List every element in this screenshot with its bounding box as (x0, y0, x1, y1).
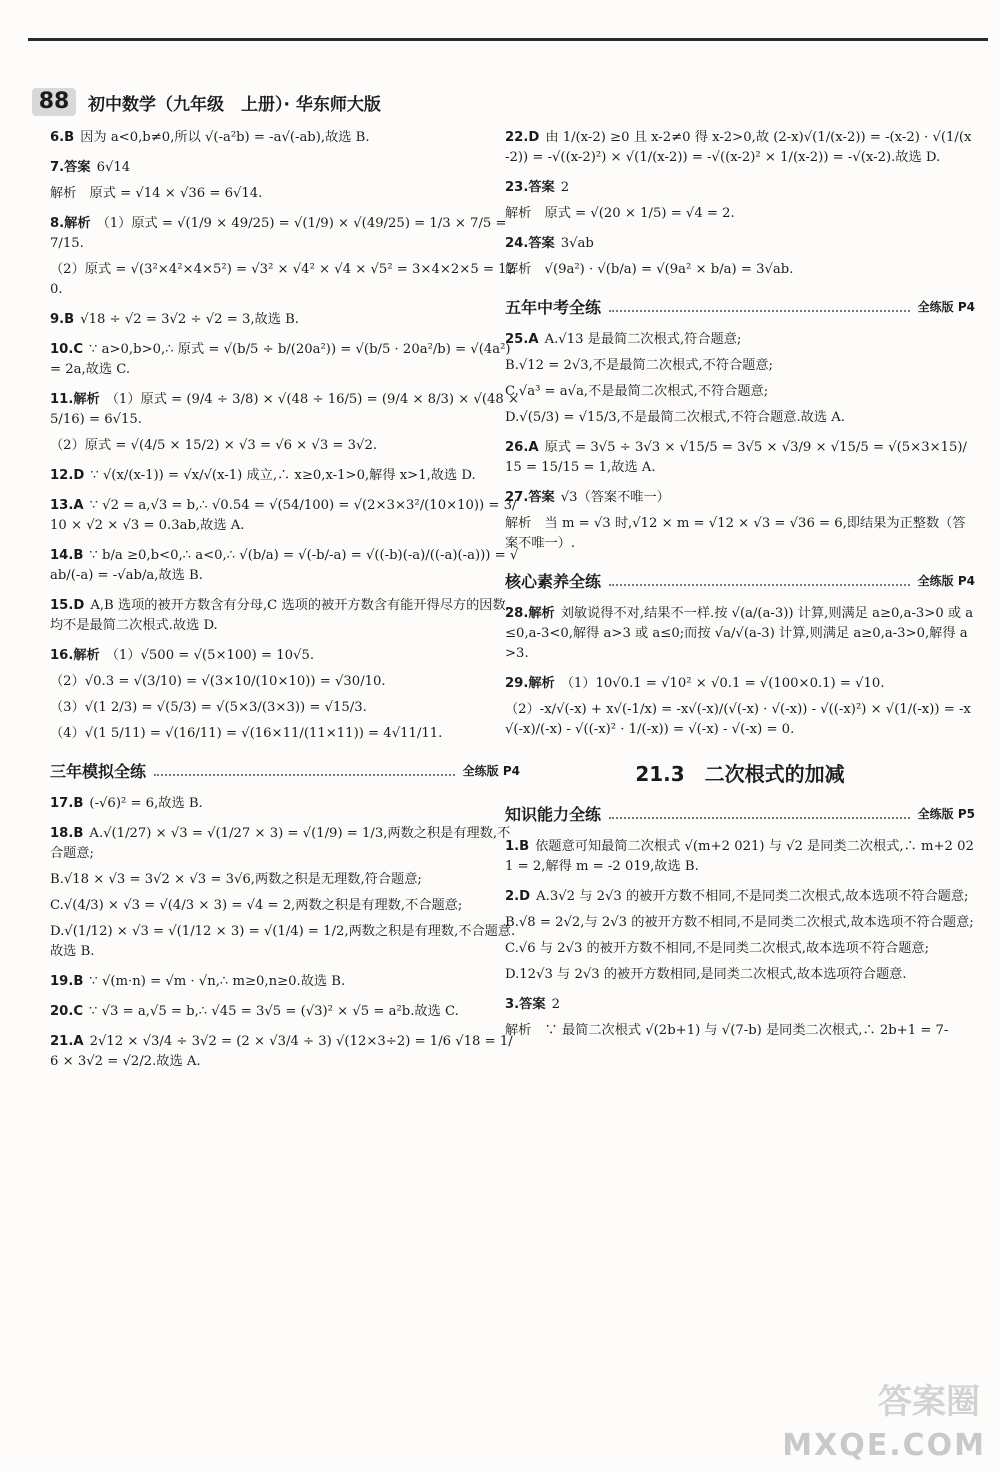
dotted-leader (609, 300, 910, 312)
section-header-zhishi (505, 801, 975, 825)
answer-item (505, 488, 975, 508)
answer-item (50, 340, 520, 380)
item-text: 解析 ∵ 最简二次根式 √(2b+1) 与 √(7-b) 是同类二次根式,∴ 2b+1 = 7- (505, 1023, 949, 1038)
item-text: （1）10√0.1 = √10² × √0.1 = √(100×0.1) = √10. (560, 676, 885, 691)
answer-item (505, 674, 975, 694)
answer-item (50, 672, 520, 692)
section-title: 五年中考全练 (505, 297, 602, 317)
section-tag: 全练版 P4 (917, 299, 975, 314)
section-header-sannian (50, 758, 520, 782)
section-tag: 全练版 P4 (917, 573, 975, 588)
item-text: ∵ a>0,b>0,∴ 原式 = √(b/5 ÷ b/(20a²)) = √(b/5 · 20a²/b) = √(4a²) = 2a,故选 C. (50, 342, 511, 377)
answer-item (505, 128, 975, 168)
item-number: 7.答案 (50, 160, 91, 175)
item-text: （1）原式 = √(1/9 × 49/25) = √(1/9) × √(49/25) = 1/3 × 7/5 = 7/15. (50, 216, 507, 251)
answer-item (505, 514, 975, 554)
item-text: （2）√0.3 = √(3/10) = √(3×10/(10×10)) = √30/10. (50, 674, 386, 689)
item-number: 3.答案 (505, 997, 546, 1012)
item-text: 解析 当 m = √3 时,√12 × m = √12 × √3 = √36 = 6,即结果为正整数（答案不唯一）. (505, 516, 966, 551)
item-text: B.√8 = 2√2,与 2√3 的被开方数不相同,不是同类二次根式,故本选项不符合题意; (505, 915, 974, 930)
right3-items (505, 604, 975, 740)
item-text: (-√6)² = 6,故选 B. (89, 796, 203, 811)
item-text: （1）√500 = √(5×100) = 10√5. (105, 648, 315, 663)
answer-item (505, 408, 975, 428)
item-number: 9.B (50, 312, 75, 327)
item-text: B.√12 = 2√3,不是最简二次根式,不符合题意; (505, 358, 773, 373)
answer-item (50, 546, 520, 586)
item-number: 20.C (50, 1004, 84, 1019)
top-rule (28, 38, 988, 41)
item-number: 14.B (50, 548, 84, 563)
item-text: A.√(1/27) × √3 = √(1/27 × 3) = √(1/9) = 1/3,两数之积是有理数,不合题意; (50, 826, 511, 861)
answer-item (50, 794, 520, 814)
item-text: √18 ÷ √2 = 3√2 ÷ √2 = 3,故选 B. (80, 312, 299, 327)
answer-item (505, 913, 975, 933)
dotted-leader (609, 807, 910, 819)
item-number: 13.A (50, 498, 84, 513)
item-text: 解析 原式 = √14 × √36 = 6√14. (50, 186, 263, 201)
item-text: 原式 = 3√5 ÷ 3√3 × √15/5 = 3√5 × √3/9 × √15/5 = √(5×3×15)/15 = 15/15 = 1,故选 A. (505, 440, 967, 475)
item-number: 28.解析 (505, 606, 555, 621)
answer-item (505, 178, 975, 198)
answer-item (505, 330, 975, 350)
item-number: 17.B (50, 796, 84, 811)
answer-item (50, 1002, 520, 1022)
item-text: ∵ √(x/(x-1)) = √x/√(x-1) 成立,∴ x≥0,x-1>0,解得 x>1,故选 D. (90, 468, 476, 483)
answer-item (505, 234, 975, 254)
answer-item (50, 596, 520, 636)
item-text: A.√13 是最简二次根式,符合题意; (544, 332, 742, 347)
item-text: 2 (560, 180, 570, 195)
item-number: 12.D (50, 468, 85, 483)
item-number: 16.解析 (50, 648, 100, 663)
item-number: 19.B (50, 974, 84, 989)
left2-items (50, 794, 520, 1072)
answer-item (50, 436, 520, 456)
answer-item (50, 466, 520, 486)
item-number: 23.答案 (505, 180, 555, 195)
answer-item (505, 965, 975, 985)
item-text: 3√ab (560, 236, 594, 251)
item-text: ∵ b/a ≥0,b<0,∴ a<0,∴ √(b/a) = √(-b/-a) = √((-b)(-a)/((-a)(-a))) = √ab/(-a) = -√ab/a,故选 B. (50, 548, 519, 583)
item-text: B.√18 × √3 = 3√2 × √3 = 3√6,两数之积是无理数,符合题意; (50, 872, 422, 887)
item-text: A.3√2 与 2√3 的被开方数不相同,不是同类二次根式,故本选项不符合题意; (536, 889, 969, 904)
answer-item (50, 260, 520, 300)
answer-item (505, 1021, 975, 1041)
answer-item (505, 939, 975, 959)
watermark: MXQE.COM (782, 1428, 986, 1463)
answer-item (50, 1032, 520, 1072)
item-text: ∵ √2 = a,√3 = b,∴ √0.54 = √(54/100) = √(2×3×3²/(10×10)) = 3/10 × √2 × √3 = 0.3ab,故选 A. (50, 498, 517, 533)
chapter-title: 21.3 二次根式的加减 (635, 762, 845, 786)
item-text: D.12√3 与 2√3 的被开方数相同,是同类二次根式,故本选项符合题意. (505, 967, 907, 982)
item-number: 6.B (50, 130, 75, 145)
section-title: 知识能力全练 (505, 804, 602, 824)
item-text: 依题意可知最简二次根式 √(m+2 021) 与 √2 是同类二次根式,∴ m+2 021 = 2,解得 m = -2 019,故选 B. (505, 839, 974, 874)
answer-item (50, 390, 520, 430)
item-text: 2 (551, 997, 560, 1012)
item-number: 8.解析 (50, 216, 91, 231)
item-text: D.√(5/3) = √15/3,不是最简二次根式,不符合题意.故选 A. (505, 410, 845, 425)
section-title: 三年模拟全练 (50, 761, 147, 781)
item-number: 15.D (50, 598, 85, 613)
left-column (50, 128, 520, 1082)
item-text: 刘敏说得不对,结果不一样.按 √(a/(a-3)) 计算,则满足 a≥0,a-3>0 或 a≤0,a-3<0,解得 a>3 或 a≤0;而按 √a/√(a-3) 计算,则满足 a≥0,a-3>0,解得 a>3. (505, 606, 974, 661)
item-text: C.√(4/3) × √3 = √(4/3 × 3) = √4 = 2,两数之积是有理数,不合题意; (50, 898, 463, 913)
answer-item (505, 204, 975, 224)
book-title: 初中数学（九年级 上册）· 华东师大版 (88, 95, 381, 115)
answer-item (505, 995, 975, 1015)
section-title: 核心素养全练 (505, 571, 602, 591)
item-text: 6√14 (96, 160, 131, 175)
answer-item (505, 260, 975, 280)
item-number: 18.B (50, 826, 84, 841)
page-number: 88 (32, 88, 76, 116)
answer-item (505, 356, 975, 376)
item-number: 27.答案 (505, 490, 555, 505)
answer-item (505, 887, 975, 907)
left-items (50, 128, 520, 744)
answer-item (505, 700, 975, 740)
right-items (505, 128, 975, 280)
answer-item (50, 128, 520, 148)
item-text: A,B 选项的被开方数含有分母,C 选项的被开方数含有能开得尽方的因数,均不是最简二次根式.故选 D. (50, 598, 510, 633)
page-header (32, 88, 492, 118)
dotted-leader (609, 574, 910, 586)
item-text: C.√6 与 2√3 的被开方数不相同,不是同类二次根式,故本选项不符合题意; (505, 941, 930, 956)
section-header-hexin (505, 568, 975, 592)
answer-item (50, 184, 520, 204)
section-header-wunian (505, 294, 975, 318)
right2-items (505, 330, 975, 554)
item-number: 10.C (50, 342, 84, 357)
answer-item (505, 438, 975, 478)
item-number: 29.解析 (505, 676, 555, 691)
right-column (505, 128, 975, 1051)
dotted-leader (154, 764, 455, 776)
item-text: （4）√(1 5/11) = √(16/11) = √(16×11/(11×11)) = 4√11/11. (50, 726, 443, 741)
section-tag: 全练版 P4 (462, 763, 520, 778)
item-number: 1.B (505, 839, 530, 854)
section-tag: 全练版 P5 (917, 806, 975, 821)
answer-item (50, 310, 520, 330)
answer-item (50, 824, 520, 864)
answer-item (50, 214, 520, 254)
watermark-logo: 答案圈 (878, 1382, 980, 1422)
item-number: 25.A (505, 332, 539, 347)
item-text: ∵ √3 = a,√5 = b,∴ √45 = 3√5 = (√3)² × √5 = a²b.故选 C. (89, 1004, 459, 1019)
answer-item (50, 158, 520, 178)
item-number: 26.A (505, 440, 539, 455)
item-text: √3（答案不唯一） (560, 490, 670, 505)
item-text: ∵ √(m·n) = √m · √n,∴ m≥0,n≥0.故选 B. (89, 974, 346, 989)
item-text: D.√(1/12) × √3 = √(1/12 × 3) = √(1/4) = 1/2,两数之积是有理数,不合题意.故选 B. (50, 924, 516, 959)
answer-item (50, 896, 520, 916)
item-text: 解析 √(9a²) · √(b/a) = √(9a² × b/a) = 3√ab. (505, 262, 794, 277)
answer-item (50, 646, 520, 666)
answer-item (50, 870, 520, 890)
item-text: 解析 原式 = √(20 × 1/5) = √4 = 2. (505, 206, 735, 221)
answer-item (50, 698, 520, 718)
answer-item (505, 604, 975, 664)
item-text: （2）-x/√(-x) + x√(-1/x) = -x√(-x)/(√(-x) · √(-x)) - √((-x)²) × √(1/(-x)) = -x√(-x)/(-x) - √((-x)² · 1/(-x)) = √(-x) - √(-x) = 0. (505, 702, 971, 737)
item-text: C.√a³ = a√a,不是最简二次根式,不符合题意; (505, 384, 769, 399)
item-text: 由 1/(x-2) ≥0 且 x-2≠0 得 x-2>0,故 (2-x)√(1/(x-2)) = -(x-2) · √(1/(x-2)) = -√((x-2)²) × √(1/(x-2)) = -√((x-2)² × 1/(x-2)) = -√(x-2).故选 D. (505, 130, 972, 165)
answer-item (50, 496, 520, 536)
answer-item (505, 382, 975, 402)
answer-item (505, 837, 975, 877)
item-text: （2）原式 = √(4/5 × 15/2) × √3 = √6 × √3 = 3√2. (50, 438, 378, 453)
item-number: 11.解析 (50, 392, 100, 407)
item-text: 因为 a<0,b≠0,所以 √(-a²b) = -a√(-ab),故选 B. (80, 130, 370, 145)
item-number: 21.A (50, 1034, 84, 1049)
answer-item (50, 724, 520, 744)
item-number: 22.D (505, 130, 540, 145)
answer-item (50, 922, 520, 962)
item-number: 2.D (505, 889, 531, 904)
item-text: （3）√(1 2/3) = √(5/3) = √(5×3/(3×3)) = √15/3. (50, 700, 367, 715)
answer-item (50, 972, 520, 992)
item-number: 24.答案 (505, 236, 555, 251)
item-text: （1）原式 = (9/4 ÷ 3/8) × √(48 ÷ 16/5) = (9/4 × 8/3) × √(48 × 5/16) = 6√15. (50, 392, 520, 427)
item-text: 2√12 × √3/4 ÷ 3√2 = (2 × √3/4 ÷ 3) √(12×3÷2) = 1/6 √18 = 1/6 × 3√2 = √2/2.故选 A. (50, 1034, 513, 1069)
item-text: （2）原式 = √(3²×4²×4×5²) = √3² × √4² × √4 × √5² = 3×4×2×5 = 120. (50, 262, 515, 297)
right4-items (505, 837, 975, 1041)
